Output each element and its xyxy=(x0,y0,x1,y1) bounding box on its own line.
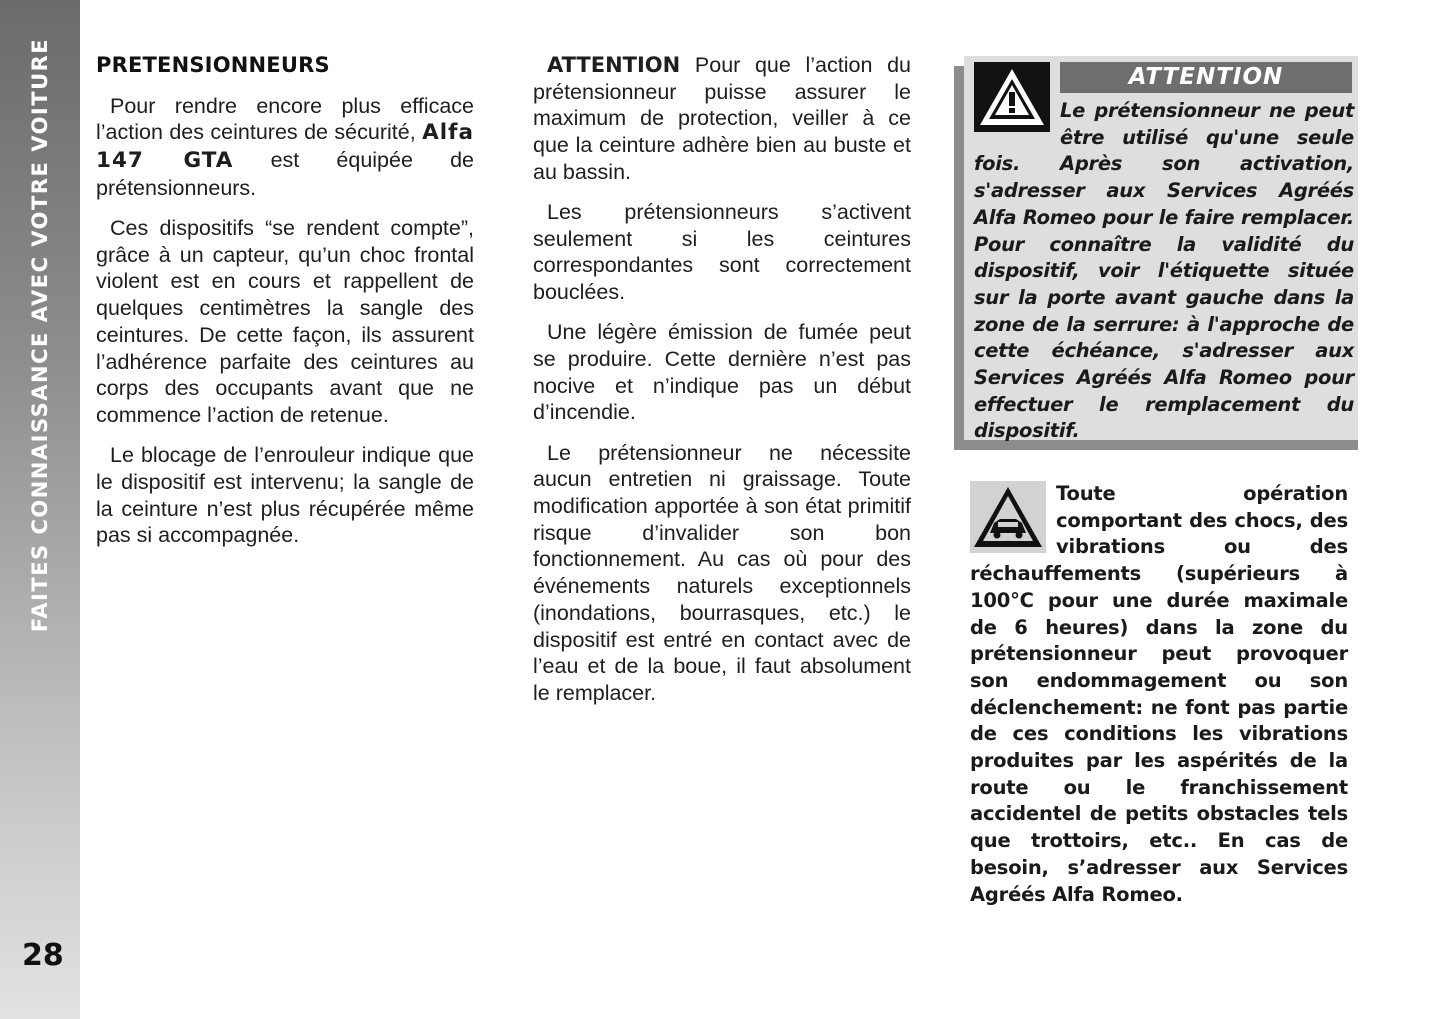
paragraph-text: est équipée de prétensionneurs. xyxy=(96,148,474,200)
text-column-left xyxy=(96,52,474,562)
paragraph: Une légère émission de fumée peut se produire. Cette dernière n’est pas nocive et n’indique pas un début d’incendie. xyxy=(533,320,911,425)
page-number: 28 xyxy=(22,938,64,973)
paragraph: Ces dispositifs “se rendent compte”, grâce à un capteur, qu’un choc frontal violent est en cours et rappellent de quelques centimètres la sangle des ceintures. De cette façon, ils assurent l’adhérence parfaite des ceintures au corps des occupants avant que ne commence l’action de retenue. xyxy=(96,216,474,427)
chapter-title: FAITES CONNAISSANCE AVEC VOTRE VOITURE xyxy=(28,37,52,633)
paragraph: Le blocage de l’enrouleur indique que le dispositif est intervenu; la sangle de la ceinture n’est plus récupérée même pas si accompagnée. xyxy=(96,443,474,548)
text-column-middle xyxy=(533,52,911,720)
paragraph-text: Pour que l’action du prétensionneur puisse assurer le maximum de protection, veiller à ce que la ceinture adhère bien au buste et au bassin. xyxy=(533,53,911,184)
paragraph-text: Pour rendre encore plus efficace l’action des ceintures de sécurité, xyxy=(96,93,474,145)
car-hazard-note xyxy=(970,481,1348,908)
section-heading: PRETENSIONNEURS xyxy=(96,53,330,77)
warning-text: Le prétensionneur ne peut être utilisé qu'une seule fois. Après son activation, s'adresser aux Services Agréés Alfa Romeo pour le faire remplacer. Pour connaître la validité du dispositif, voir l'étiquette située sur la porte avant gauche dans la zone de la serrure: à l'approche de cette échéance, s'adresser aux Services Agréés Alfa Romeo pour effectuer le remplacement du dispositif. xyxy=(974,99,1354,443)
paragraph: Le prétensionneur ne nécessite aucun entretien ni graissage. Toute modification apportée à son état primitif risque d’invalider son bon fonctionnement. Au cas où pour des événements naturels exceptionnels (inondations, bourrasques, etc.) le dispositif est entré en contact avec de l’eau et de la boue, il faut absolument le remplacer. xyxy=(533,440,911,705)
chapter-sidebar xyxy=(0,0,80,1019)
paragraph xyxy=(533,52,911,186)
warning-box xyxy=(964,56,1358,443)
paragraph: Les prétensionneurs s’activent seulement si les ceintures correspondantes sont correctement bouclées. xyxy=(533,200,911,305)
note-text: Toute opération comportant des chocs, des vibrations ou des réchauffements (supérieurs à 100°C pour une durée maximale de 6 heures) dans la zone du prétensionneur peut provoquer son endommagement ou son déclenchement: ne font pas partie de ces conditions les vibrations produites par les aspérités de la route ou le franchissement accidentel de petits obstacles tels que trottoirs, etc.. En cas de besoin, s’adresser aux Services Agréés Alfa Romeo. xyxy=(970,482,1348,906)
brand-name: Alfa 147 GTA xyxy=(96,120,474,174)
attention-lead: ATTENTION xyxy=(547,53,681,77)
warning-title: ATTENTION xyxy=(1060,62,1352,93)
car-hazard-triangle-icon xyxy=(970,481,1046,553)
warning-text-block xyxy=(974,98,1354,445)
paragraph xyxy=(96,93,474,202)
